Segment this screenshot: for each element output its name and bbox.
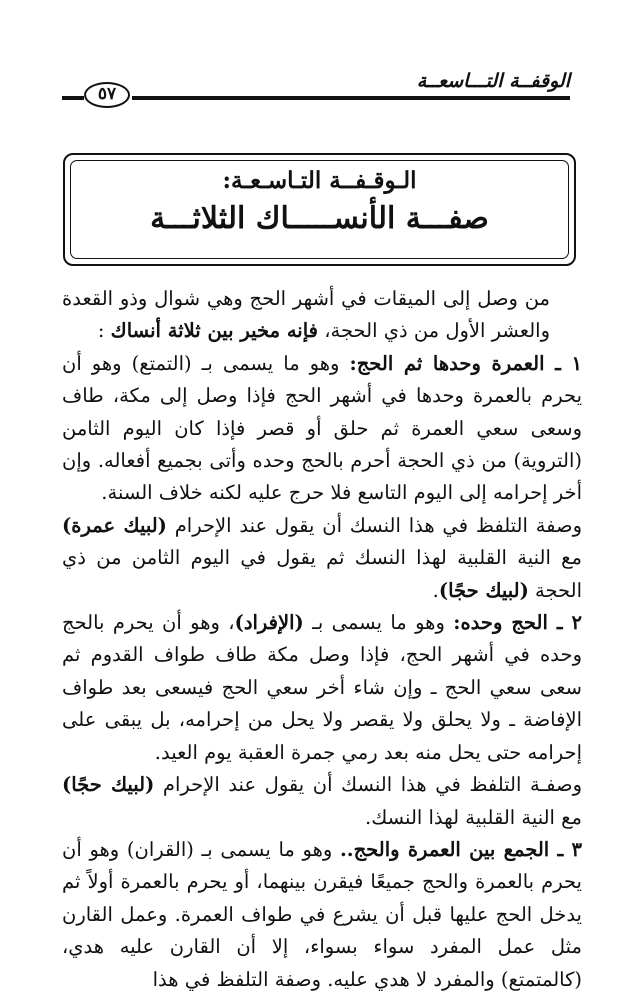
talbiyah-umrah: (لبيك عمرة) [62, 513, 167, 537]
page-number: ٥٧ [84, 82, 130, 108]
tamattu-text: وهو ما يسمى بـ (التمتع) وهو أن يحرم بالعمرة وحدها في أشهر الحج فإذا وصل إلى مكة، طاف وسعى سعي العمرة ثم حلق أو قصر فإذا كان اليوم الثامن (التروية) من ذي الحجة أحرم بالحج وحده وأتى بجميع أفعاله. وإن أخر إحرامه إلى اليوم التاسع فلا حرج عليه لكنه خلاف السنة. [62, 351, 582, 505]
tamattu-talbiyah-paragraph [62, 510, 582, 607]
ifrad-text: وهو ما يسمى بـ [303, 611, 454, 635]
intro-emphasis: فإنه مخير بين ثلاثة أنساك [110, 319, 319, 343]
chapter-title-frame [63, 153, 576, 266]
running-header [62, 70, 570, 110]
ifrad-talbiyah-hajj: (لبيك حجًا) [62, 773, 155, 797]
ifrad-heading: ٢ ـ الحج وحده: [453, 611, 582, 635]
intro-colon: : [97, 319, 111, 343]
ifrad-talbiyah-paragraph [62, 769, 582, 834]
tamattu-paragraph [62, 348, 582, 510]
running-title: الوقفــة التـــاسعــة [416, 70, 570, 92]
header-rule [132, 96, 570, 100]
tamattu-heading: ١ ـ العمرة وحدها ثم الحج: [349, 351, 582, 375]
tamattu-talbiyah-text-2: مع النية القلبية لهذا النسك ثم يقول في اليوم الثامن من ذي الحجة [62, 546, 582, 602]
ifrad-term: (الإفراد) [234, 611, 304, 635]
intro-paragraph [62, 283, 582, 348]
ifrad-text-2: ، وهو أن يحرم بالحج وحده في أشهر الحج، فإذا وصل مكة طاف طواف القدوم ثم سعى سعي الحج ـ وإن شاء أخر سعي الحج فيسعى بعد طواف الإفاضة ـ ولا يحلق ولا يقصر ولا يحل من إحرامه، بل يبقى على إحرامه حتى يحل منه بعد رمي جمرة العقبة يوم العيد. [62, 611, 582, 764]
body-text [62, 283, 582, 996]
header-rule-left [62, 96, 84, 100]
chapter-title: صفـــة الأنســـــاك الثلاثـــة [150, 201, 489, 236]
chapter-label: الـوقـفــة التـاسـعـة: [222, 167, 417, 194]
talbiyah-hajj: (لبيك حجًا) [438, 578, 529, 602]
intro-text: من وصل إلى الميقات في أشهر الحج وهي شوال وذو القعدة والعشر الأول من ذي الحجة، [62, 287, 550, 343]
tamattu-talbiyah-text: وصفة التلفظ في هذا النسك أن يقول عند الإحرام [166, 513, 582, 537]
qiran-text: وهو ما يسمى بـ (القران) وهو أن يحرم بالعمرة والحج جميعًا فيقرن بينهما، أو يحرم بالعمرة أولاً ثم يدخل الحج عليها قبل أن يشرع في طواف العمرة. وعمل القارن مثل عمل المفرد سواء بسواء، إلا أن القارن عليه هدي، (كالمتمتع) والمفرد لا هدي عليه. وصفة التلفظ في هذا [62, 837, 582, 991]
ifrad-talbiyah-text-2: مع النية القلبية لهذا النسك. [365, 805, 582, 829]
ifrad-paragraph [62, 607, 582, 769]
qiran-paragraph [62, 834, 582, 996]
ifrad-talbiyah-text: وصفـة التلفظ في هذا النسك أن يقول عند الإحرام [154, 773, 582, 797]
qiran-heading: ٣ ـ الجمع بين العمرة والحج.. [340, 837, 582, 861]
tamattu-talbiyah-end: . [432, 578, 439, 602]
